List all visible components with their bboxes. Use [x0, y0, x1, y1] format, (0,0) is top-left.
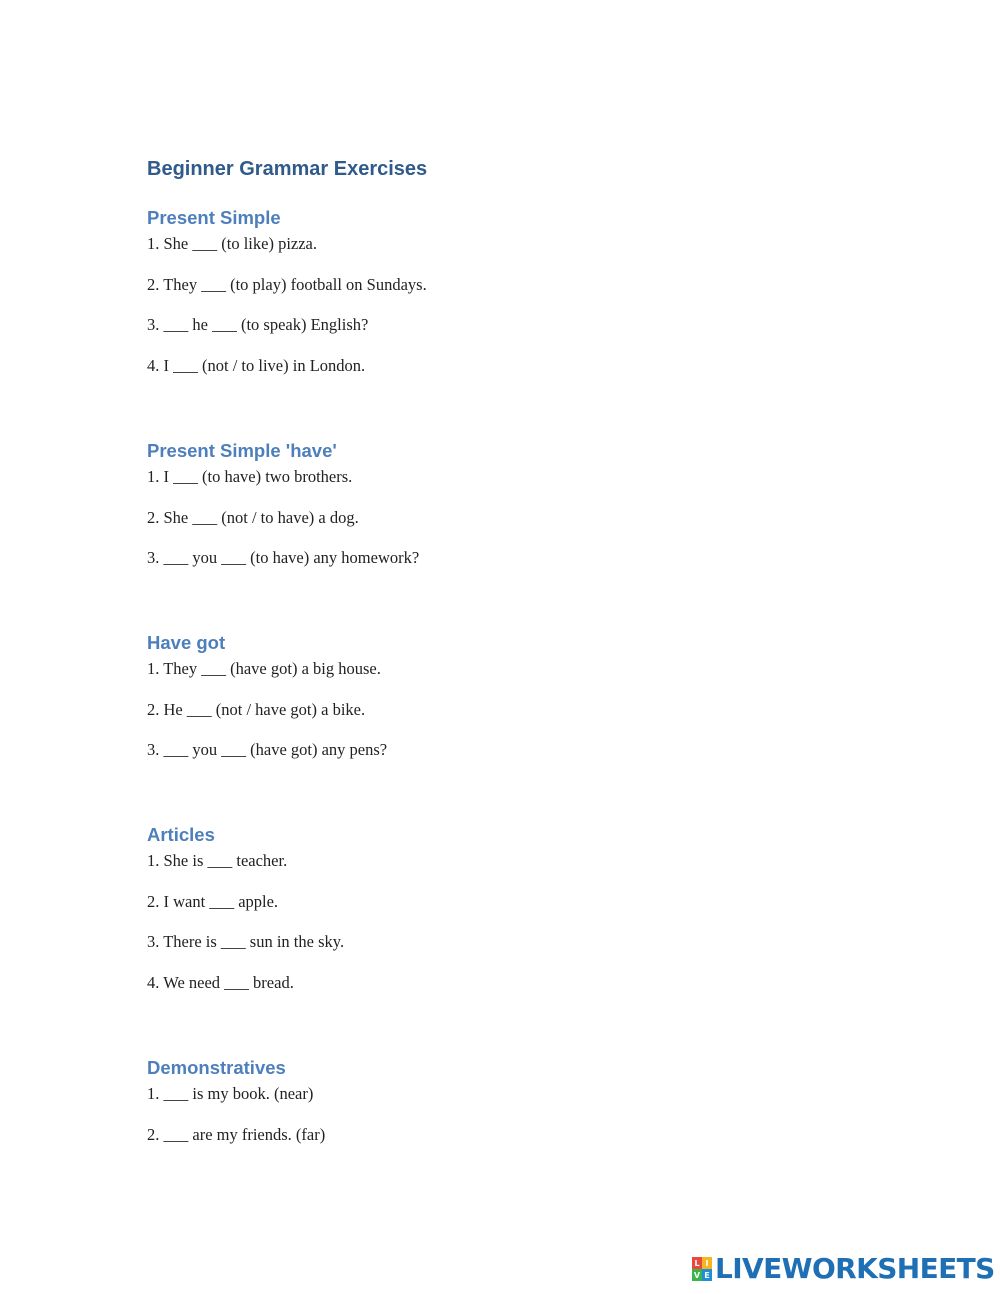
exercise-item: 3. There is ___ sun in the sky.	[147, 932, 345, 952]
logo-mark-letter: E	[702, 1269, 712, 1281]
exercise-item: 4. I ___ (not / to live) in London.	[147, 355, 366, 375]
exercise-item: 3. ___ you ___ (have got) any pens?	[147, 740, 388, 760]
section-heading: Present Simple 'have'	[147, 440, 337, 461]
exercise-item: 2. She ___ (not / to have) a dog.	[147, 507, 359, 527]
logo-mark-letter: V	[693, 1270, 701, 1280]
exercise-item: 1. She ___ (to like) pizza.	[147, 234, 317, 253]
exercise-item: 2. I want ___ apple.	[147, 891, 279, 911]
exercise-item: 2. They ___ (to play) football on Sundays.	[147, 274, 427, 294]
section-heading: Present Simple	[147, 207, 281, 228]
logo-mark-letter: L	[692, 1257, 702, 1269]
exercise-item: 4. We need ___ bread.	[147, 972, 294, 992]
section-present-simple	[147, 206, 907, 395]
section-heading: Have got	[147, 632, 226, 653]
exercise-item: 3. ___ you ___ (to have) any homework?	[147, 548, 420, 568]
logo-mark-icon	[692, 1257, 712, 1281]
exercise-item: 3. ___ he ___ (to speak) English?	[147, 315, 369, 335]
section-heading: Articles	[147, 824, 215, 845]
section-articles	[147, 823, 907, 1012]
section-demonstratives	[147, 1056, 907, 1164]
section-present-simple-have	[147, 439, 907, 588]
exercise-item: 2. He ___ (not / have got) a bike.	[147, 699, 366, 719]
page-title: Beginner Grammar Exercises	[147, 158, 428, 180]
section-have-got	[147, 631, 907, 780]
exercise-item: 1. I ___ (to have) two brothers.	[147, 467, 353, 486]
exercise-item: 1. They ___ (have got) a big house.	[147, 659, 381, 678]
exercise-item: 2. ___ are my friends. (far)	[147, 1124, 326, 1144]
exercise-item: 1. She is ___ teacher.	[147, 851, 288, 870]
section-heading: Demonstratives	[147, 1057, 286, 1078]
logo-text: LIVEWORKSHEETS	[715, 1252, 995, 1285]
exercise-item: 1. ___ is my book. (near)	[147, 1084, 314, 1103]
logo-mark-letter: I	[702, 1257, 712, 1269]
liveworksheets-logo	[692, 1254, 995, 1284]
